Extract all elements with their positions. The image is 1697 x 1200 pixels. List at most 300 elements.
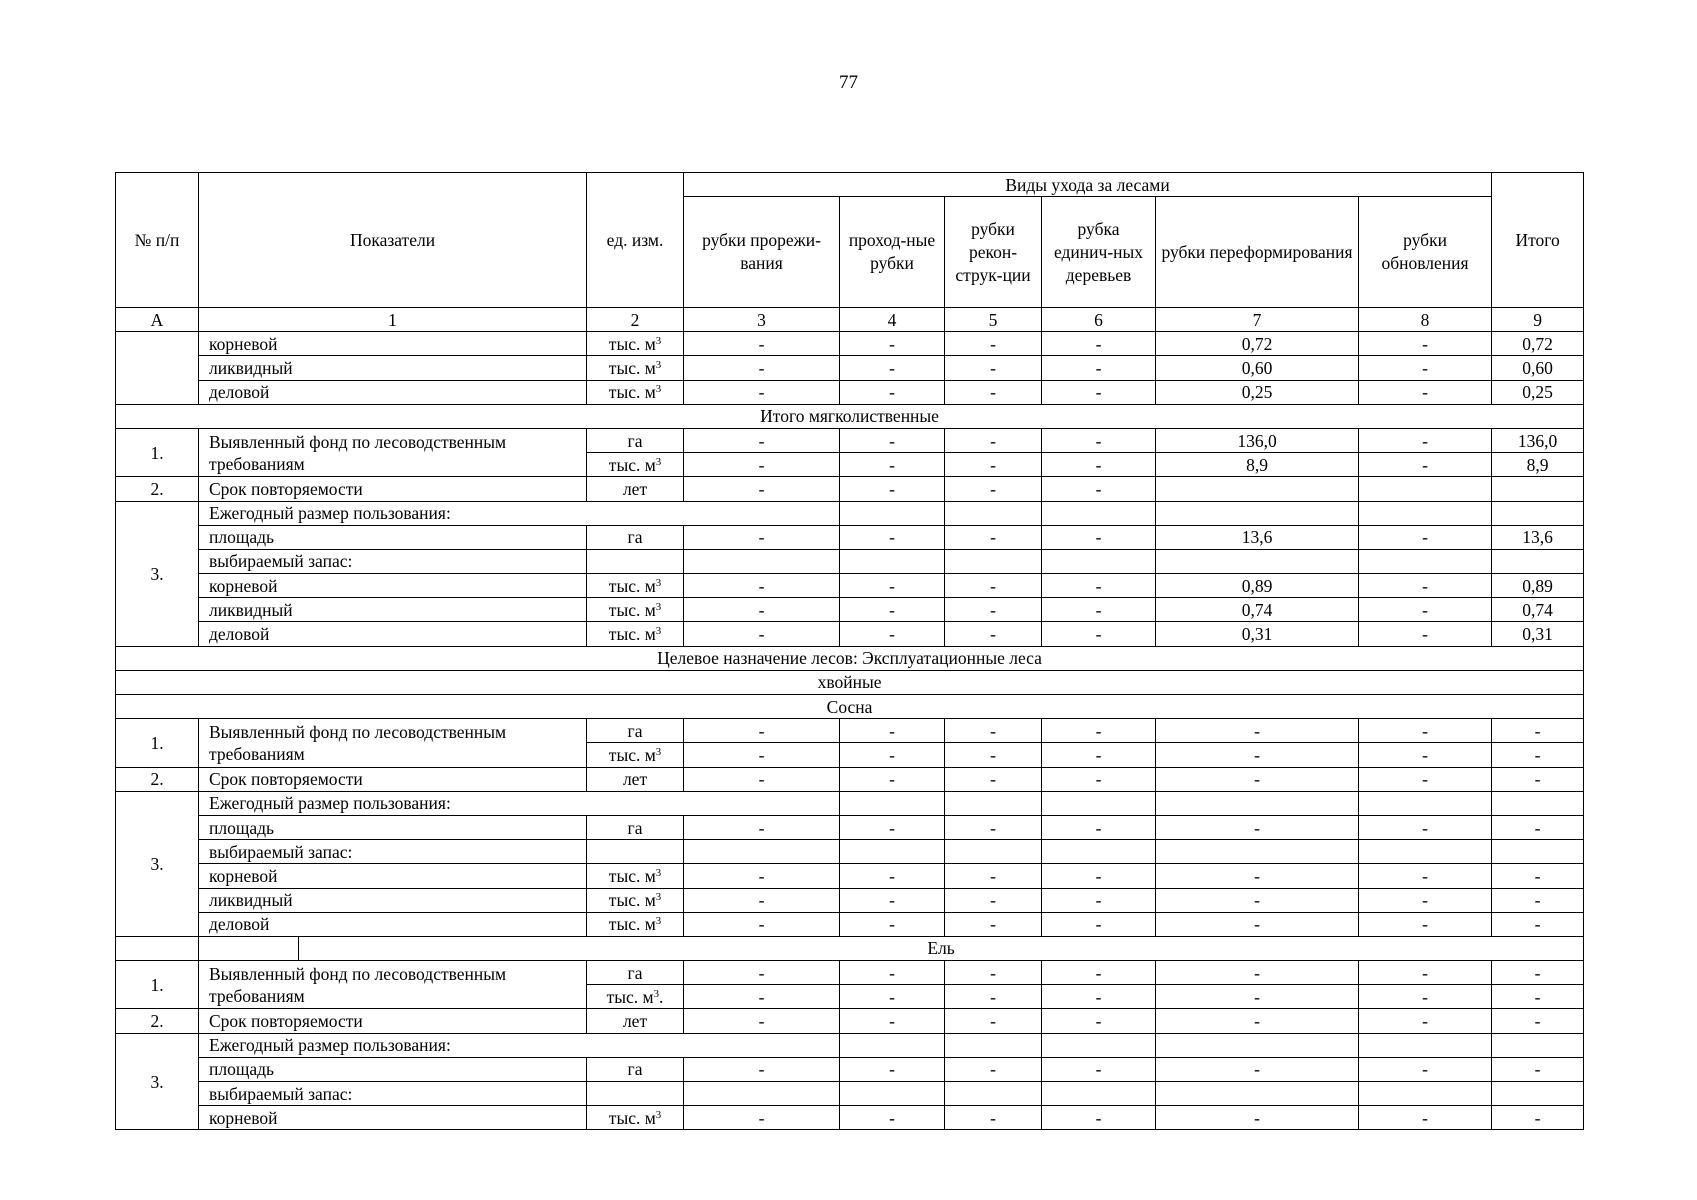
empty-value-dash: - [1156, 743, 1359, 767]
unit-superscript: 3 [653, 987, 660, 1000]
empty-value-dash: - [1042, 380, 1156, 404]
empty-cell [945, 1082, 1042, 1106]
value-cell: 0,25 [1156, 380, 1359, 404]
empty-value-dash: - [684, 428, 840, 452]
empty-value-dash: - [945, 912, 1042, 936]
header-type: рубки рекон-струк-ции [945, 197, 1042, 308]
header-type: рубка единич-ных деревьев [1042, 197, 1156, 308]
empty-cell [1042, 1033, 1156, 1057]
index-cell: 7 [1156, 308, 1359, 332]
unit-cell [587, 453, 684, 477]
header-type: рубки переформирования [1156, 197, 1359, 308]
empty-cell [116, 936, 199, 960]
unit-text: тыс. м [608, 575, 656, 596]
row-label: деловой [199, 380, 587, 404]
value-cell: 136,0 [1156, 428, 1359, 452]
row-label: Срок повторяемости [199, 767, 587, 791]
unit-cell [587, 864, 684, 888]
empty-value-dash: - [1042, 598, 1156, 622]
header-type: рубки прорежи-вания [684, 197, 840, 308]
empty-value-dash: - [1492, 912, 1584, 936]
total-cell: 13,6 [1492, 525, 1584, 549]
index-cell: 1 [199, 308, 587, 332]
unit-cell: га [587, 815, 684, 839]
section-row [116, 936, 1584, 960]
empty-value-dash: - [840, 356, 945, 380]
empty-value-dash: - [840, 985, 945, 1009]
row-number [116, 332, 199, 405]
table-row [116, 1082, 1584, 1106]
table-row [116, 332, 1584, 356]
empty-value-dash: - [1359, 1106, 1492, 1130]
empty-value-dash: - [684, 815, 840, 839]
empty-cell [1042, 840, 1156, 864]
row-label: площадь [199, 815, 587, 839]
row-label: корневой [199, 1106, 587, 1130]
table-row [116, 864, 1584, 888]
unit-cell [587, 574, 684, 598]
section-row [116, 646, 1584, 670]
header-num: № п/п [116, 173, 199, 308]
empty-value-dash: - [945, 1009, 1042, 1033]
table-row [116, 428, 1584, 452]
empty-value-dash: - [1359, 767, 1492, 791]
empty-value-dash: - [840, 477, 945, 501]
empty-value-dash: - [840, 332, 945, 356]
empty-value-dash: - [1359, 912, 1492, 936]
total-cell: 0,25 [1492, 380, 1584, 404]
empty-value-dash: - [1156, 1009, 1359, 1033]
empty-value-dash: - [1359, 864, 1492, 888]
table-row [116, 501, 1584, 525]
row-number: 2. [116, 477, 199, 501]
section-row [116, 695, 1584, 719]
empty-cell [1156, 1082, 1359, 1106]
empty-value-dash: - [840, 767, 945, 791]
unit-text: тыс. м [608, 599, 656, 620]
unit-superscript: 3 [655, 891, 662, 904]
total-cell: 136,0 [1492, 428, 1584, 452]
empty-value-dash: - [840, 864, 945, 888]
row-label: деловой [199, 622, 587, 646]
unit-text: тыс. м [608, 382, 656, 403]
empty-value-dash: - [1042, 574, 1156, 598]
section-row [116, 404, 1584, 428]
empty-cell [1359, 501, 1492, 525]
value-cell: 0,31 [1156, 622, 1359, 646]
empty-value-dash: - [840, 912, 945, 936]
empty-cell [684, 1082, 840, 1106]
empty-value-dash: - [1042, 332, 1156, 356]
empty-value-dash: - [1042, 428, 1156, 452]
empty-cell [1042, 791, 1156, 815]
unit-cell: лет [587, 767, 684, 791]
empty-value-dash: - [945, 428, 1042, 452]
empty-cell [1492, 791, 1584, 815]
index-cell: 5 [945, 308, 1042, 332]
row-number: 1. [116, 719, 199, 767]
index-cell: 2 [587, 308, 684, 332]
unit-superscript: 3 [655, 359, 662, 372]
row-number: 3. [116, 501, 199, 646]
table-row [116, 961, 1584, 985]
empty-value-dash: - [840, 1106, 945, 1130]
table-row [116, 549, 1584, 573]
empty-cell [1042, 501, 1156, 525]
value-cell: 0,60 [1156, 356, 1359, 380]
index-cell: 6 [1042, 308, 1156, 332]
row-label: выбираемый запас: [199, 549, 587, 573]
empty-value-dash: - [840, 1009, 945, 1033]
table-row [116, 1009, 1584, 1033]
total-cell: 0,72 [1492, 332, 1584, 356]
empty-value-dash: - [684, 719, 840, 743]
unit-text: . [659, 986, 664, 1007]
page-number: 77 [839, 72, 858, 93]
unit-text: тыс. м [608, 914, 656, 935]
unit-cell: лет [587, 477, 684, 501]
empty-cell [840, 840, 945, 864]
empty-value-dash: - [1359, 453, 1492, 477]
unit-text: тыс. м [606, 986, 654, 1007]
unit-cell [587, 598, 684, 622]
empty-value-dash: - [840, 622, 945, 646]
empty-value-dash: - [1156, 864, 1359, 888]
empty-cell [1359, 477, 1492, 501]
empty-value-dash: - [945, 985, 1042, 1009]
index-cell: 4 [840, 308, 945, 332]
empty-cell [1492, 1033, 1584, 1057]
table-row [116, 622, 1584, 646]
empty-value-dash: - [684, 912, 840, 936]
unit-cell [587, 743, 684, 767]
value-cell: 0,72 [1156, 332, 1359, 356]
empty-value-dash: - [684, 453, 840, 477]
row-label: корневой [199, 332, 587, 356]
empty-value-dash: - [1359, 1057, 1492, 1081]
unit-superscript: 3 [655, 455, 662, 468]
empty-value-dash: - [684, 622, 840, 646]
index-cell: 8 [1359, 308, 1492, 332]
empty-value-dash: - [1359, 525, 1492, 549]
empty-value-dash: - [1492, 864, 1584, 888]
empty-cell [945, 1033, 1042, 1057]
empty-cell [587, 549, 684, 573]
empty-cell [1359, 549, 1492, 573]
empty-value-dash: - [945, 1106, 1042, 1130]
empty-value-dash: - [684, 525, 840, 549]
empty-value-dash: - [1492, 767, 1584, 791]
value-cell: 0,89 [1156, 574, 1359, 598]
section-title: Ель [299, 936, 1584, 960]
header-care-types: Виды ухода за лесами [684, 173, 1492, 197]
empty-value-dash: - [1156, 1106, 1359, 1130]
unit-cell: га [587, 428, 684, 452]
unit-cell [587, 985, 684, 1009]
empty-value-dash: - [1359, 380, 1492, 404]
index-cell: 3 [684, 308, 840, 332]
empty-cell [1492, 477, 1584, 501]
empty-cell [945, 501, 1042, 525]
empty-value-dash: - [1156, 888, 1359, 912]
empty-cell [1042, 1082, 1156, 1106]
empty-value-dash: - [684, 598, 840, 622]
empty-value-dash: - [945, 888, 1042, 912]
empty-value-dash: - [1042, 815, 1156, 839]
table-row [116, 840, 1584, 864]
empty-value-dash: - [1359, 888, 1492, 912]
section-title: хвойные [116, 670, 1584, 694]
unit-cell [587, 356, 684, 380]
unit-superscript: 3 [655, 866, 662, 879]
empty-cell [1492, 549, 1584, 573]
empty-value-dash: - [684, 477, 840, 501]
empty-cell [1156, 477, 1359, 501]
unit-superscript: 3 [655, 383, 662, 396]
table-row [116, 791, 1584, 815]
table-row [116, 525, 1584, 549]
table-row [116, 1057, 1584, 1081]
empty-value-dash: - [945, 598, 1042, 622]
empty-value-dash: - [840, 525, 945, 549]
total-cell: 8,9 [1492, 453, 1584, 477]
empty-cell [587, 840, 684, 864]
empty-value-dash: - [1156, 961, 1359, 985]
table-row [116, 477, 1584, 501]
unit-superscript: 3 [655, 746, 662, 759]
empty-value-dash: - [684, 574, 840, 598]
empty-value-dash: - [1492, 961, 1584, 985]
empty-value-dash: - [684, 961, 840, 985]
forest-care-table [115, 172, 1584, 1130]
row-number: 1. [116, 428, 199, 476]
row-label: Выявленный фонд по лесоводственным требованиям [199, 961, 587, 1009]
table-row [116, 719, 1584, 743]
section-title: Сосна [116, 695, 1584, 719]
unit-cell [587, 1106, 684, 1130]
unit-text: тыс. м [608, 357, 656, 378]
empty-value-dash: - [684, 743, 840, 767]
empty-value-dash: - [1042, 912, 1156, 936]
empty-value-dash: - [840, 719, 945, 743]
empty-value-dash: - [1042, 622, 1156, 646]
empty-value-dash: - [1042, 356, 1156, 380]
empty-value-dash: - [684, 332, 840, 356]
index-row [116, 308, 1584, 332]
empty-cell [840, 1082, 945, 1106]
empty-value-dash: - [1042, 767, 1156, 791]
unit-cell [587, 622, 684, 646]
unit-text: тыс. м [608, 333, 656, 354]
unit-text: тыс. м [608, 1107, 656, 1128]
row-label: Срок повторяемости [199, 477, 587, 501]
section-row [116, 670, 1584, 694]
empty-cell [945, 549, 1042, 573]
empty-value-dash: - [1492, 1057, 1584, 1081]
unit-superscript: 3 [655, 576, 662, 589]
empty-value-dash: - [1359, 815, 1492, 839]
empty-cell [945, 840, 1042, 864]
unit-cell: лет [587, 1009, 684, 1033]
empty-value-dash: - [840, 453, 945, 477]
empty-value-dash: - [945, 332, 1042, 356]
table-row [116, 356, 1584, 380]
header-type: проход-ные рубки [840, 197, 945, 308]
empty-cell [840, 501, 945, 525]
unit-superscript: 3 [655, 1108, 662, 1121]
empty-value-dash: - [945, 477, 1042, 501]
table-row [116, 912, 1584, 936]
empty-value-dash: - [684, 1106, 840, 1130]
unit-superscript: 3 [655, 600, 662, 613]
empty-value-dash: - [1042, 1009, 1156, 1033]
empty-value-dash: - [1359, 961, 1492, 985]
row-label: корневой [199, 574, 587, 598]
unit-cell [587, 912, 684, 936]
empty-value-dash: - [1359, 598, 1492, 622]
row-label: выбираемый запас: [199, 1082, 587, 1106]
empty-value-dash: - [840, 1057, 945, 1081]
empty-value-dash: - [945, 864, 1042, 888]
empty-value-dash: - [684, 380, 840, 404]
empty-value-dash: - [684, 864, 840, 888]
empty-value-dash: - [1156, 719, 1359, 743]
empty-value-dash: - [1156, 1057, 1359, 1081]
empty-value-dash: - [684, 356, 840, 380]
row-label: Ежегодный размер пользования: [199, 791, 840, 815]
unit-cell: га [587, 719, 684, 743]
total-cell: 0,74 [1492, 598, 1584, 622]
empty-value-dash: - [840, 428, 945, 452]
section-title: Целевое назначение лесов: Эксплуатационные леса [116, 646, 1584, 670]
row-label: корневой [199, 864, 587, 888]
empty-cell [1156, 1033, 1359, 1057]
unit-cell [587, 380, 684, 404]
row-label: ликвидный [199, 598, 587, 622]
row-label: Ежегодный размер пользования: [199, 501, 840, 525]
empty-value-dash: - [840, 380, 945, 404]
empty-value-dash: - [1156, 985, 1359, 1009]
empty-cell [1492, 501, 1584, 525]
header-unit: ед. изм. [587, 173, 684, 308]
empty-value-dash: - [1492, 743, 1584, 767]
unit-text: тыс. м [608, 890, 656, 911]
empty-cell [684, 840, 840, 864]
empty-cell [1359, 1033, 1492, 1057]
unit-text: тыс. м [608, 454, 656, 475]
row-label: Ежегодный размер пользования: [199, 1033, 840, 1057]
unit-text: тыс. м [608, 624, 656, 645]
row-label: площадь [199, 525, 587, 549]
empty-value-dash: - [1042, 1057, 1156, 1081]
empty-value-dash: - [1359, 985, 1492, 1009]
empty-value-dash: - [1042, 453, 1156, 477]
empty-cell [840, 1033, 945, 1057]
row-label: Выявленный фонд по лесоводственным требованиям [199, 428, 587, 476]
header-total: Итого [1492, 173, 1584, 308]
row-label: ликвидный [199, 888, 587, 912]
table-row [116, 598, 1584, 622]
empty-value-dash: - [1042, 864, 1156, 888]
value-cell: 13,6 [1156, 525, 1359, 549]
unit-cell: га [587, 1057, 684, 1081]
empty-cell [840, 549, 945, 573]
index-cell: 9 [1492, 308, 1584, 332]
empty-value-dash: - [1492, 719, 1584, 743]
empty-cell [945, 791, 1042, 815]
empty-value-dash: - [1359, 622, 1492, 646]
empty-cell [1156, 549, 1359, 573]
empty-value-dash: - [840, 574, 945, 598]
empty-cell [1492, 1082, 1584, 1106]
empty-value-dash: - [1042, 961, 1156, 985]
empty-value-dash: - [684, 1057, 840, 1081]
empty-value-dash: - [1492, 1009, 1584, 1033]
empty-value-dash: - [945, 356, 1042, 380]
empty-cell [1156, 791, 1359, 815]
value-cell: 0,74 [1156, 598, 1359, 622]
row-number: 3. [116, 1033, 199, 1130]
empty-value-dash: - [1042, 719, 1156, 743]
empty-cell [1359, 791, 1492, 815]
empty-value-dash: - [840, 888, 945, 912]
empty-cell [1042, 549, 1156, 573]
empty-cell [199, 936, 299, 960]
empty-value-dash: - [945, 719, 1042, 743]
row-label: деловой [199, 912, 587, 936]
empty-value-dash: - [840, 598, 945, 622]
header-indicators: Показатели [199, 173, 587, 308]
row-label: Срок повторяемости [199, 1009, 587, 1033]
table-row [116, 380, 1584, 404]
unit-superscript: 3 [655, 915, 662, 928]
empty-value-dash: - [1492, 888, 1584, 912]
table-row [116, 1106, 1584, 1130]
empty-value-dash: - [1042, 888, 1156, 912]
empty-cell [1156, 501, 1359, 525]
empty-value-dash: - [945, 453, 1042, 477]
empty-value-dash: - [1359, 1009, 1492, 1033]
empty-value-dash: - [1359, 356, 1492, 380]
empty-value-dash: - [1042, 743, 1156, 767]
table-row [116, 767, 1584, 791]
unit-cell [587, 888, 684, 912]
table-row [116, 1033, 1584, 1057]
table-row [116, 815, 1584, 839]
index-cell: А [116, 308, 199, 332]
empty-value-dash: - [684, 1009, 840, 1033]
empty-value-dash: - [1042, 525, 1156, 549]
empty-value-dash: - [945, 961, 1042, 985]
empty-value-dash: - [945, 380, 1042, 404]
empty-value-dash: - [1156, 912, 1359, 936]
unit-superscript: 3 [655, 334, 662, 347]
empty-value-dash: - [1156, 767, 1359, 791]
row-number: 1. [116, 961, 199, 1009]
empty-value-dash: - [945, 622, 1042, 646]
empty-value-dash: - [1492, 985, 1584, 1009]
empty-value-dash: - [1359, 574, 1492, 598]
row-label: ликвидный [199, 356, 587, 380]
empty-value-dash: - [840, 961, 945, 985]
row-label: Выявленный фонд по лесоводственным требованиям [199, 719, 587, 767]
row-number: 2. [116, 1009, 199, 1033]
unit-text: тыс. м [608, 744, 656, 765]
empty-value-dash: - [684, 888, 840, 912]
empty-value-dash: - [945, 525, 1042, 549]
empty-cell [1156, 840, 1359, 864]
empty-value-dash: - [1359, 719, 1492, 743]
